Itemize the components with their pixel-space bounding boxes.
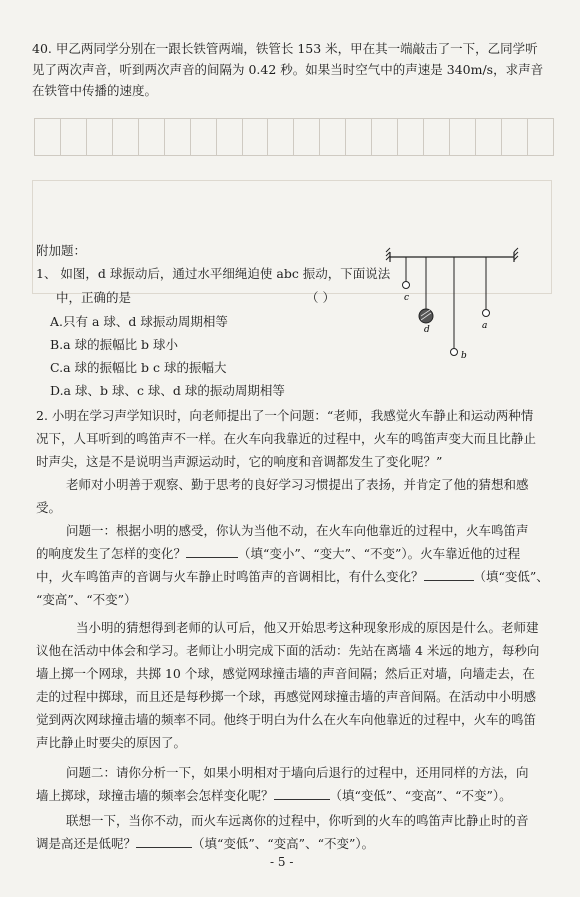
q2-p5-line-2: [36, 785, 512, 806]
q2-p4-line-2: 议他在活动中体会和学习。老师让小明完成下面的活动：先站在离墙 4 米远的地方，每秒向: [36, 643, 540, 658]
q2-p5-line-2-text-b: （填“变低”、“变高”、“不变”）。: [329, 788, 512, 803]
q2-p3-line-3-text-b: （填“变低”、: [473, 569, 549, 584]
q1-option-a: A.只有 a 球、d 球振动周期相等: [50, 314, 228, 329]
q2-p2-line-1: 老师对小明善于观察、勤于思考的良好学习习惯提出了表扬，并肯定了他的猜想和感: [66, 477, 529, 492]
q2-p6-line-2-text-a: 调是高还是低呢？: [36, 836, 137, 851]
q2-p6-line-2-text-b: （填“变低”、“变高”、“不变”）。: [192, 836, 375, 851]
q40-line-2: 见了两次声音，听到两次声音的间隔为 0.42 秒。如果当时空气中的声速是 340m/s，求声音: [32, 62, 544, 77]
q1-line-2: 中，正确的是: [56, 290, 132, 305]
q2-p2-line-2: 受。: [36, 500, 62, 515]
q1-line-1: 1、 如图，d 球振动后，通过水平细绳迫使 abc 振动，下面说法: [36, 266, 391, 281]
q2-p3-line-3: [36, 566, 549, 587]
q2-p3-line-2-text-b: （填“变小”、“变大”、“不变”）。火车靠近他的过程: [238, 546, 521, 561]
score-grid: [34, 118, 554, 156]
page-number: - 5 -: [270, 855, 294, 869]
pendulum-diagram: [384, 246, 520, 366]
label-a: a: [482, 321, 488, 331]
q2-p1-line-2: 况下，人耳听到的鸣笛声不一样。在火车向我靠近的过程中，火车的鸣笛声变大而且比静止: [36, 431, 537, 446]
label-c: c: [404, 293, 410, 303]
q2-p1-line-1: 2. 小明在学习声学知识时，向老师提出了一个问题：“老师，我感觉火车静止和运动两种情: [36, 408, 534, 423]
q2-p3-line-2: [36, 543, 520, 564]
q2-p5-line-1: 问题二：请你分析一下，如果小明相对于墙向后退行的过程中，还用同样的方法，向: [66, 765, 529, 780]
q1-option-c: C.a 球的振幅比 b c 球的振幅大: [50, 360, 227, 375]
q1-option-d: D.a 球、b 球、c 球、d 球的振动周期相等: [50, 383, 285, 398]
q2-p4-line-3: 墙上掷一个网球，共掷 10 个球，感觉网球撞击墙的声音间隔；然后正对墙，向墙走去，在: [36, 666, 535, 681]
q2-p6-line-1: 联想一下，当你不动，而火车远离你的过程中，你听到的火车的鸣笛声比静止时的音: [66, 813, 529, 828]
answer-blank-3[interactable]: [274, 799, 330, 800]
q40-line-3: 在铁管中传播的速度。: [32, 83, 158, 98]
q2-p6-line-2: [36, 833, 374, 854]
q2-p5-line-2-text-a: 墙上掷球，球撞击墙的频率会怎样变化呢？: [36, 788, 274, 803]
q2-p1-line-3: 时声尖，这是不是说明当声源运动时，它的响度和音调都发生了变化呢？”: [36, 454, 443, 469]
q2-p4-line-4: 走的过程中掷球，而且还是每秒掷一个球，再感觉网球撞击墙的声音间隔。在活动中小明感: [36, 689, 537, 704]
q2-p3-line-3-text-a: 中，火车鸣笛声的音调与火车静止时鸣笛声的音调相比，有什么变化？: [36, 569, 424, 584]
answer-blank-2[interactable]: [424, 580, 474, 581]
label-d: d: [424, 325, 430, 335]
q2-p3-line-4: “变高”、“不变”）: [36, 592, 137, 607]
q1-option-b: B.a 球的振幅比 b 球小: [50, 337, 179, 352]
label-b: b: [461, 351, 467, 361]
q2-p3-line-2-text-a: 的响度发生了怎样的变化？: [36, 546, 187, 561]
q2-p4-line-5: 觉到两次网球撞击墙的频率不同。他终于明白为什么在火车向他靠近的过程中，火车的鸣笛: [36, 712, 537, 727]
q1-answer-bracket: （ ）: [306, 290, 335, 305]
q2-p4-line-1: 当小明的猜想得到老师的认可后，他又开始思考这种现象形成的原因是什么。老师建: [76, 620, 539, 635]
q40-line-1: 40. 甲乙两同学分别在一跟长铁管两端，铁管长 153 米，甲在其一端敲击了一下，乙同学听: [32, 41, 538, 56]
q2-p4-line-6: 声比静止时要尖的原因了。: [36, 735, 187, 750]
extra-title: 附加题：: [36, 243, 87, 258]
answer-blank-4[interactable]: [136, 847, 192, 848]
answer-blank-1[interactable]: [186, 557, 238, 558]
q2-p3-line-1: 问题一：根据小明的感受，你认为当他不动，在火车向他靠近的过程中，火车鸣笛声: [66, 523, 529, 538]
